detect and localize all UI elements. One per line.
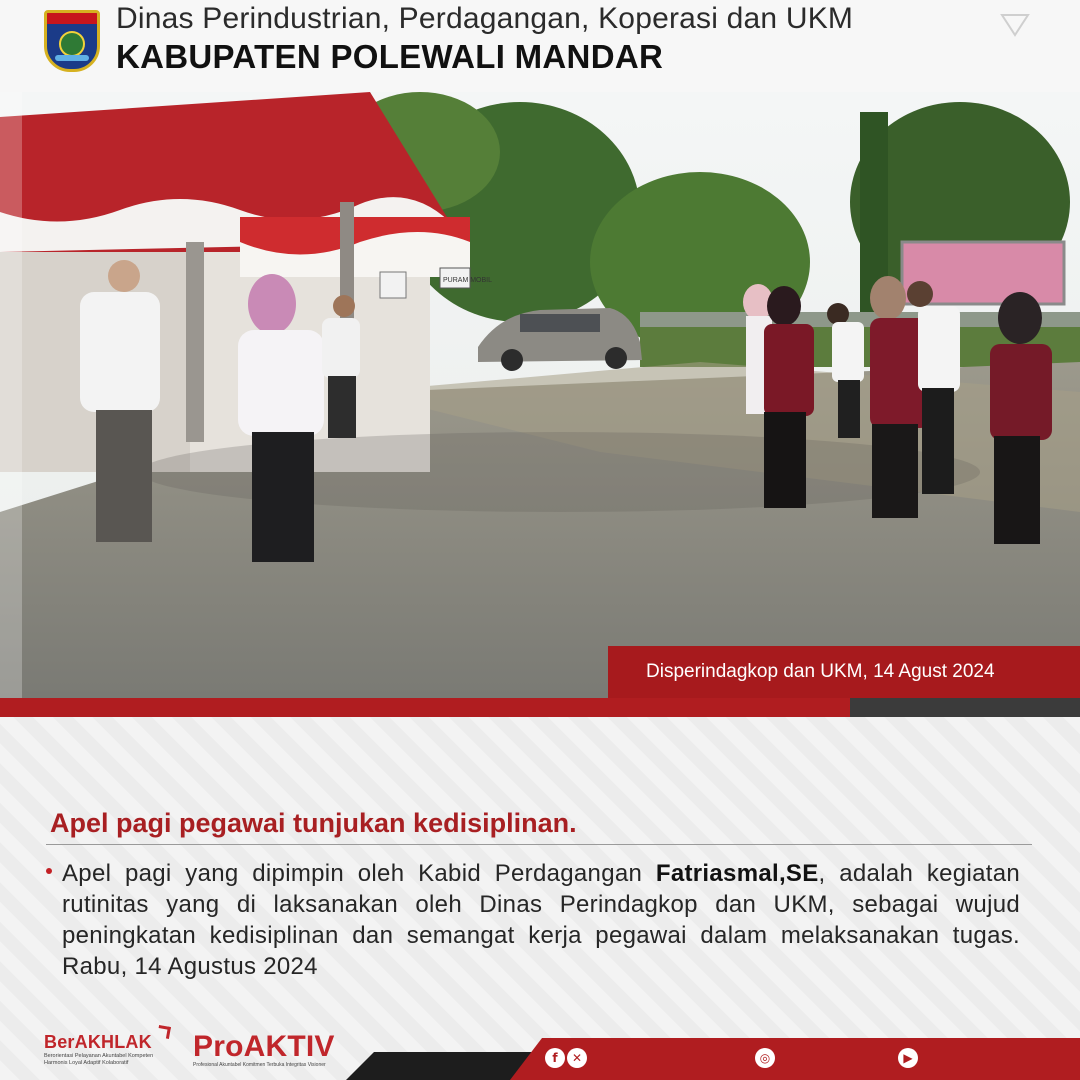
- triangle-down-icon[interactable]: [1000, 12, 1030, 38]
- body-text-2: , adalah kegiatan rutinitas yang di laksanakan oleh Dinas Perindagkop dan UKM, sebagai wujud peningkatan kedisiplinan dan semangat kerja pegawai dalam melaksanakan tugas. Rabu, 14 Agustus 2024: [62, 860, 1020, 980]
- arrow-icon: [157, 1025, 171, 1039]
- leader-name: Fatriasmal,SE: [655, 860, 819, 887]
- article-body: [62, 858, 1020, 982]
- header: [0, 0, 1080, 92]
- proaktiv-text: ProAKTIV: [193, 1030, 335, 1063]
- signboard-text: PURAM MOBIL: [443, 277, 493, 284]
- proaktiv-logo: [193, 1030, 343, 1068]
- bullet-icon: [46, 868, 52, 874]
- youtube-icon[interactable]: ▶: [898, 1048, 918, 1068]
- x-icon[interactable]: ✕: [567, 1048, 587, 1068]
- proaktiv-tagline: Profesional Akuntabel Komitmen Terbuka Integritas Visioner: [193, 1062, 326, 1068]
- photo-caption: Disperindagkop dan UKM, 14 Agust 2024: [608, 646, 1080, 698]
- berakhlak-tagline-1: Berorientasi Pelayanan Akuntabel Kompeten: [44, 1053, 154, 1059]
- divider-bar-red: [0, 698, 850, 717]
- regency-name: KABUPATEN POLEWALI MANDAR: [116, 38, 664, 75]
- facebook-icon[interactable]: f: [545, 1048, 565, 1068]
- regency-logo: [44, 10, 100, 72]
- instagram-icon[interactable]: ◎: [755, 1048, 775, 1068]
- article-title: Apel pagi pegawai tunjukan kedisiplinan.: [50, 808, 577, 838]
- body-text-1: Apel pagi yang dipimpin oleh Kabid Perdagangan: [62, 860, 656, 887]
- title-divider: [46, 844, 1032, 845]
- agency-name: Dinas Perindustrian, Perdagangan, Koperasi dan UKM: [116, 2, 854, 35]
- event-photo: [0, 92, 1080, 698]
- berakhlak-logo: [44, 1032, 174, 1067]
- divider-bar-dark: [850, 698, 1080, 717]
- staff-group-right: [743, 276, 1052, 544]
- footer-band-red: [510, 1038, 1080, 1080]
- berakhlak-tagline-2: Harmonis Loyal Adaptif Kolaboratif: [44, 1060, 129, 1066]
- berakhlak-text: BerAKHLAK: [44, 1032, 152, 1052]
